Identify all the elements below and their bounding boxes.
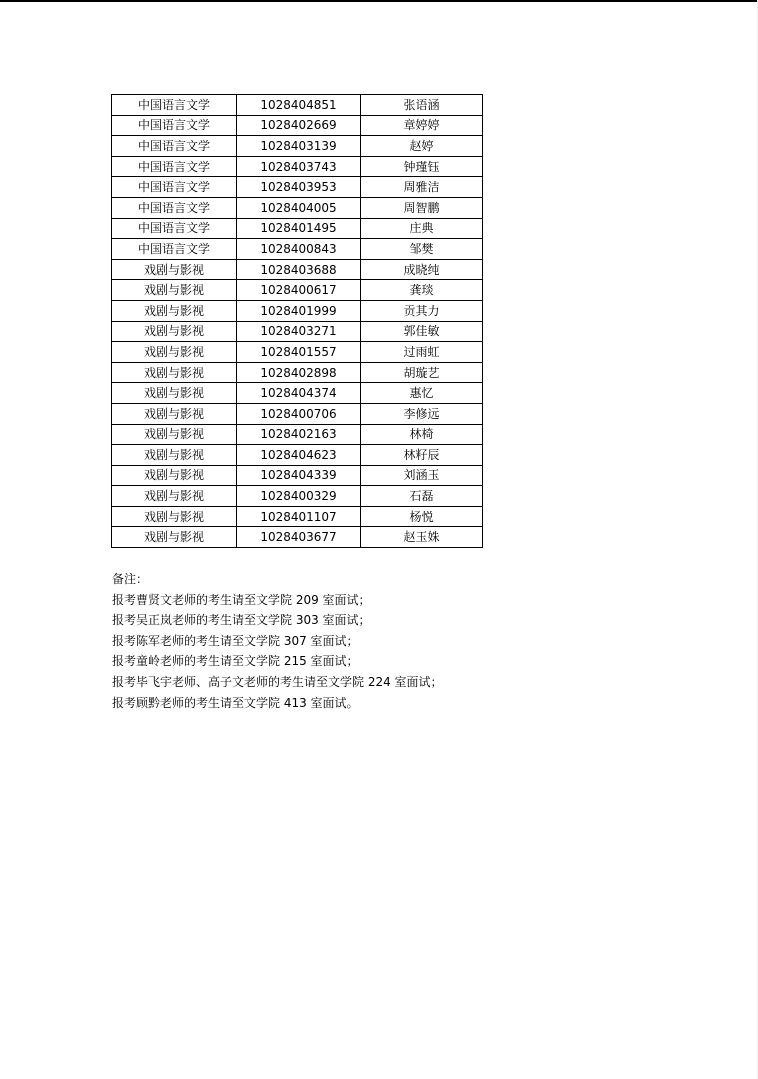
table-row bbox=[112, 362, 483, 383]
name-cell: 钟瑾钰 bbox=[361, 156, 483, 177]
notes-section bbox=[112, 569, 732, 713]
table-row bbox=[112, 383, 483, 404]
major-cell: 中国语言文学 bbox=[112, 136, 237, 157]
table-row bbox=[112, 424, 483, 445]
table-row bbox=[112, 280, 483, 301]
table-row bbox=[112, 115, 483, 136]
major-cell: 戏剧与影视 bbox=[112, 424, 237, 445]
major-cell: 戏剧与影视 bbox=[112, 465, 237, 486]
major-cell: 戏剧与影视 bbox=[112, 445, 237, 466]
exam-id-cell: 1028404339 bbox=[237, 465, 361, 486]
notes-line: 报考陈军老师的考生请至文学院 307 室面试； bbox=[112, 633, 359, 648]
exam-id-cell: 1028403677 bbox=[237, 527, 361, 548]
major-cell: 中国语言文学 bbox=[112, 239, 237, 260]
table-row bbox=[112, 465, 483, 486]
table-row bbox=[112, 177, 483, 198]
table-row bbox=[112, 342, 483, 363]
table-row bbox=[112, 527, 483, 548]
name-cell: 林椅 bbox=[361, 424, 483, 445]
exam-id-cell: 1028401557 bbox=[237, 342, 361, 363]
exam-id-cell: 1028403743 bbox=[237, 156, 361, 177]
name-cell: 邹樊 bbox=[361, 239, 483, 260]
exam-id-cell: 1028402898 bbox=[237, 362, 361, 383]
exam-id-cell: 1028400329 bbox=[237, 486, 361, 507]
name-cell: 贡其力 bbox=[361, 300, 483, 321]
major-cell: 戏剧与影视 bbox=[112, 362, 237, 383]
major-cell: 中国语言文学 bbox=[112, 218, 237, 239]
exam-id-cell: 1028404623 bbox=[237, 445, 361, 466]
name-cell: 周雅洁 bbox=[361, 177, 483, 198]
table-row bbox=[112, 445, 483, 466]
exam-id-cell: 1028401495 bbox=[237, 218, 361, 239]
exam-id-cell: 1028404851 bbox=[237, 95, 361, 116]
name-cell: 李修远 bbox=[361, 403, 483, 424]
name-cell: 刘涵玉 bbox=[361, 465, 483, 486]
name-cell: 龚琰 bbox=[361, 280, 483, 301]
major-cell: 中国语言文学 bbox=[112, 197, 237, 218]
name-cell: 杨悦 bbox=[361, 506, 483, 527]
major-cell: 中国语言文学 bbox=[112, 95, 237, 116]
major-cell: 戏剧与影视 bbox=[112, 300, 237, 321]
major-cell: 戏剧与影视 bbox=[112, 403, 237, 424]
exam-id-cell: 1028403688 bbox=[237, 259, 361, 280]
exam-id-cell: 1028403271 bbox=[237, 321, 361, 342]
major-cell: 戏剧与影视 bbox=[112, 321, 237, 342]
table-row bbox=[112, 136, 483, 157]
notes-line: 报考毕飞宇老师、高子文老师的考生请至文学院 224 室面试； bbox=[112, 674, 443, 689]
major-cell: 中国语言文学 bbox=[112, 115, 237, 136]
name-cell: 成晓纯 bbox=[361, 259, 483, 280]
major-cell: 戏剧与影视 bbox=[112, 342, 237, 363]
name-cell: 惠忆 bbox=[361, 383, 483, 404]
name-cell: 石磊 bbox=[361, 486, 483, 507]
notes-line: 报考顾黔老师的考生请至文学院 413 室面试。 bbox=[112, 695, 359, 710]
name-cell: 赵玉姝 bbox=[361, 527, 483, 548]
table-row bbox=[112, 486, 483, 507]
candidate-table bbox=[111, 94, 483, 548]
exam-id-cell: 1028403139 bbox=[237, 136, 361, 157]
table-row bbox=[112, 239, 483, 260]
name-cell: 章婷婷 bbox=[361, 115, 483, 136]
name-cell: 林籽辰 bbox=[361, 445, 483, 466]
major-cell: 戏剧与影视 bbox=[112, 383, 237, 404]
exam-id-cell: 1028404005 bbox=[237, 197, 361, 218]
major-cell: 戏剧与影视 bbox=[112, 259, 237, 280]
exam-id-cell: 1028401999 bbox=[237, 300, 361, 321]
name-cell: 郭佳敏 bbox=[361, 321, 483, 342]
table-row bbox=[112, 95, 483, 116]
table-row bbox=[112, 403, 483, 424]
name-cell: 张语涵 bbox=[361, 95, 483, 116]
major-cell: 戏剧与影视 bbox=[112, 486, 237, 507]
table-row bbox=[112, 218, 483, 239]
name-cell: 过雨虹 bbox=[361, 342, 483, 363]
exam-id-cell: 1028402669 bbox=[237, 115, 361, 136]
name-cell: 周智鹏 bbox=[361, 197, 483, 218]
table-row bbox=[112, 259, 483, 280]
exam-id-cell: 1028400617 bbox=[237, 280, 361, 301]
exam-id-cell: 1028403953 bbox=[237, 177, 361, 198]
table-row bbox=[112, 156, 483, 177]
notes-line: 报考吴正岚老师的考生请至文学院 303 室面试； bbox=[112, 613, 371, 628]
major-cell: 戏剧与影视 bbox=[112, 280, 237, 301]
notes-heading: 备注： bbox=[112, 572, 149, 586]
table-row bbox=[112, 506, 483, 527]
name-cell: 胡璇艺 bbox=[361, 362, 483, 383]
name-cell: 庄典 bbox=[361, 218, 483, 239]
major-cell: 中国语言文学 bbox=[112, 156, 237, 177]
table-row bbox=[112, 321, 483, 342]
exam-id-cell: 1028400706 bbox=[237, 403, 361, 424]
notes-line: 报考曹贤文老师的考生请至文学院 209 室面试； bbox=[112, 592, 371, 607]
name-cell: 赵婷 bbox=[361, 136, 483, 157]
table-row bbox=[112, 197, 483, 218]
major-cell: 戏剧与影视 bbox=[112, 506, 237, 527]
exam-id-cell: 1028401107 bbox=[237, 506, 361, 527]
exam-id-cell: 1028404374 bbox=[237, 383, 361, 404]
notes-line: 报考童岭老师的考生请至文学院 215 室面试； bbox=[112, 654, 359, 669]
exam-id-cell: 1028400843 bbox=[237, 239, 361, 260]
major-cell: 戏剧与影视 bbox=[112, 527, 237, 548]
major-cell: 中国语言文学 bbox=[112, 177, 237, 198]
exam-id-cell: 1028402163 bbox=[237, 424, 361, 445]
page-top-rule bbox=[0, 0, 758, 2]
table-row bbox=[112, 300, 483, 321]
